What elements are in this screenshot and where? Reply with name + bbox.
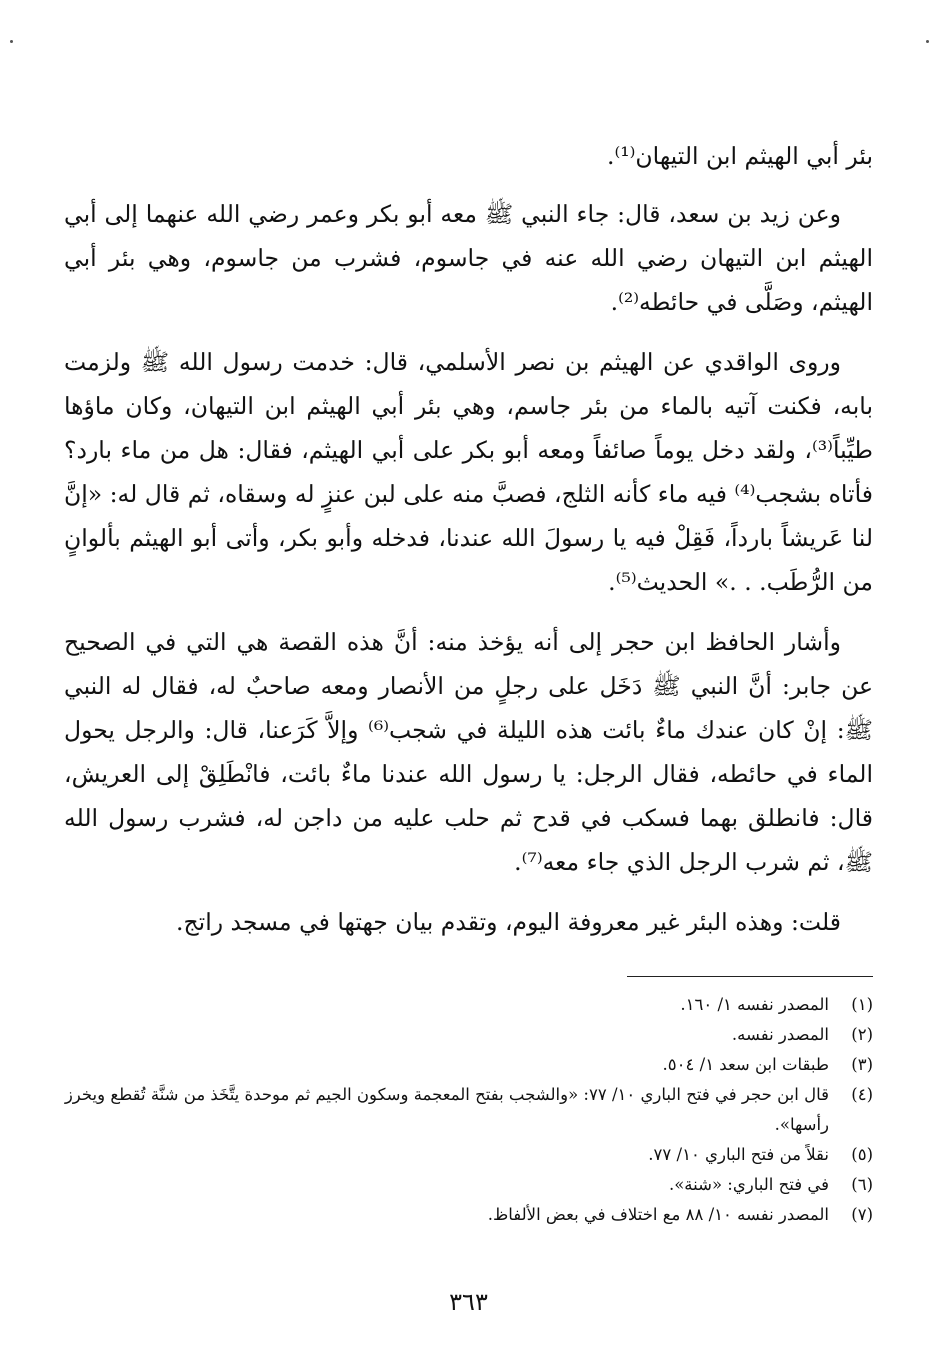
footnote-text: المصدر نفسه. (731, 1025, 829, 1044)
footnote-number: (١) (851, 995, 873, 1014)
footnote-text: المصدر نفسه ١٠/ ٨٨ مع اختلاف في بعض الألفاظ. (487, 1205, 829, 1224)
scan-speck (10, 40, 13, 43)
footnotes-list (64, 990, 873, 1230)
main-text (64, 134, 873, 960)
paragraph: بئر أبي الهيثم ابن التيهان⁽¹⁾. (606, 142, 873, 170)
footnote-text: في فتح الباري: «شنة». (668, 1175, 829, 1194)
footnote-item (64, 1050, 873, 1080)
footnote-item (64, 1170, 873, 1200)
footnote-separator (627, 976, 873, 977)
paragraph: وروى الواقدي عن الهيثم بن نصر الأسلمي، قال: خدمت رسول الله ﷺ ولزمت بابه، فكنت آتيه بالماء من بئر جاسم، وهي بئر أبي الهيثم ابن التيهان، وكان ماؤها طيِّباً⁽³⁾، ولقد دخل يوماً صائفاً ومعه أبو بكر على أبي الهيثم، فقال: هل من ماء بارد؟ فأتاه بشجب⁽⁴⁾ فيه ماء كأنه الثلج، فصبَّ منه على لبن عنزٍ له وسقاه، ثم قال له: «إنَّ لنا عَريشاً بارداً، فَقِلْ فيه يا رسولَ الله عندنا، فدخله وأبو بكر، وأتى أبو الهيثم بألوانٍ من الرُّطَب. . .» الحديث⁽⁵⁾. (64, 348, 873, 596)
page-number: ٣٦٣ (449, 1288, 488, 1316)
footnote-number: (٤) (851, 1085, 873, 1104)
scan-speck (926, 40, 929, 43)
footnote-item (64, 1140, 873, 1170)
paragraph: وعن زيد بن سعد، قال: جاء النبي ﷺ معه أبو بكر وعمر رضي الله عنهما إلى أبي الهيثم ابن التيهان رضي الله عنه في جاسوم، فشرب من جاسوم، وهي بئر أبي الهيثم، وصَلَّى في حائطه⁽²⁾. (64, 200, 873, 316)
paragraph: قلت: وهذه البئر غير معروفة اليوم، وتقدم بيان جهتها في مسجد راتج. (176, 908, 841, 936)
footnote-item (64, 1200, 873, 1230)
footnote-number: (٢) (851, 1025, 873, 1044)
footnote-text: المصدر نفسه ١/ ١٦٠. (680, 995, 829, 1014)
footnote-number: (٦) (851, 1175, 873, 1194)
footnote-number: (٣) (851, 1055, 873, 1074)
footnote-text: طبقات ابن سعد ١/ ٥٠٤. (662, 1055, 829, 1074)
footnote-item (64, 1020, 873, 1050)
footnote-item (64, 1080, 873, 1140)
footnote-number: (٥) (851, 1145, 873, 1164)
footnote-text: نقلاً من فتح الباري ١٠/ ٧٧. (648, 1145, 829, 1164)
footnote-item (64, 990, 873, 1020)
footnote-number: (٧) (851, 1205, 873, 1224)
footnote-text: قال ابن حجر في فتح الباري ١٠/ ٧٧: «والشجب بفتح المعجمة وسكون الجيم ثم موحدة يتَّخَذ من شنَّة تُقطع ويخرز رأسها». (64, 1085, 829, 1134)
paragraph: وأشار الحافظ ابن حجر إلى أنه يؤخذ منه: أنَّ هذه القصة هي التي في الصحيح عن جابر: أنَّ النبي ﷺ دَخَل على رجلٍ من الأنصار ومعه صاحبٌ له، فقال له النبي ﷺ: إنْ كان عندك ماءٌ بائت هذه الليلة في شجب⁽⁶⁾ وإلاَّ كَرَعنا، قال: والرجل يحول الماء في حائطه، فقال الرجل: يا رسول الله عندنا ماءٌ بائت، فانْطَلِقْ إلى العريش، قال: فانطلق بهما فسكب في قدح ثم حلب عليه من داجن له، فشرب رسول الله ﷺ، ثم شرب الرجل الذي جاء معه⁽⁷⁾. (64, 628, 873, 876)
